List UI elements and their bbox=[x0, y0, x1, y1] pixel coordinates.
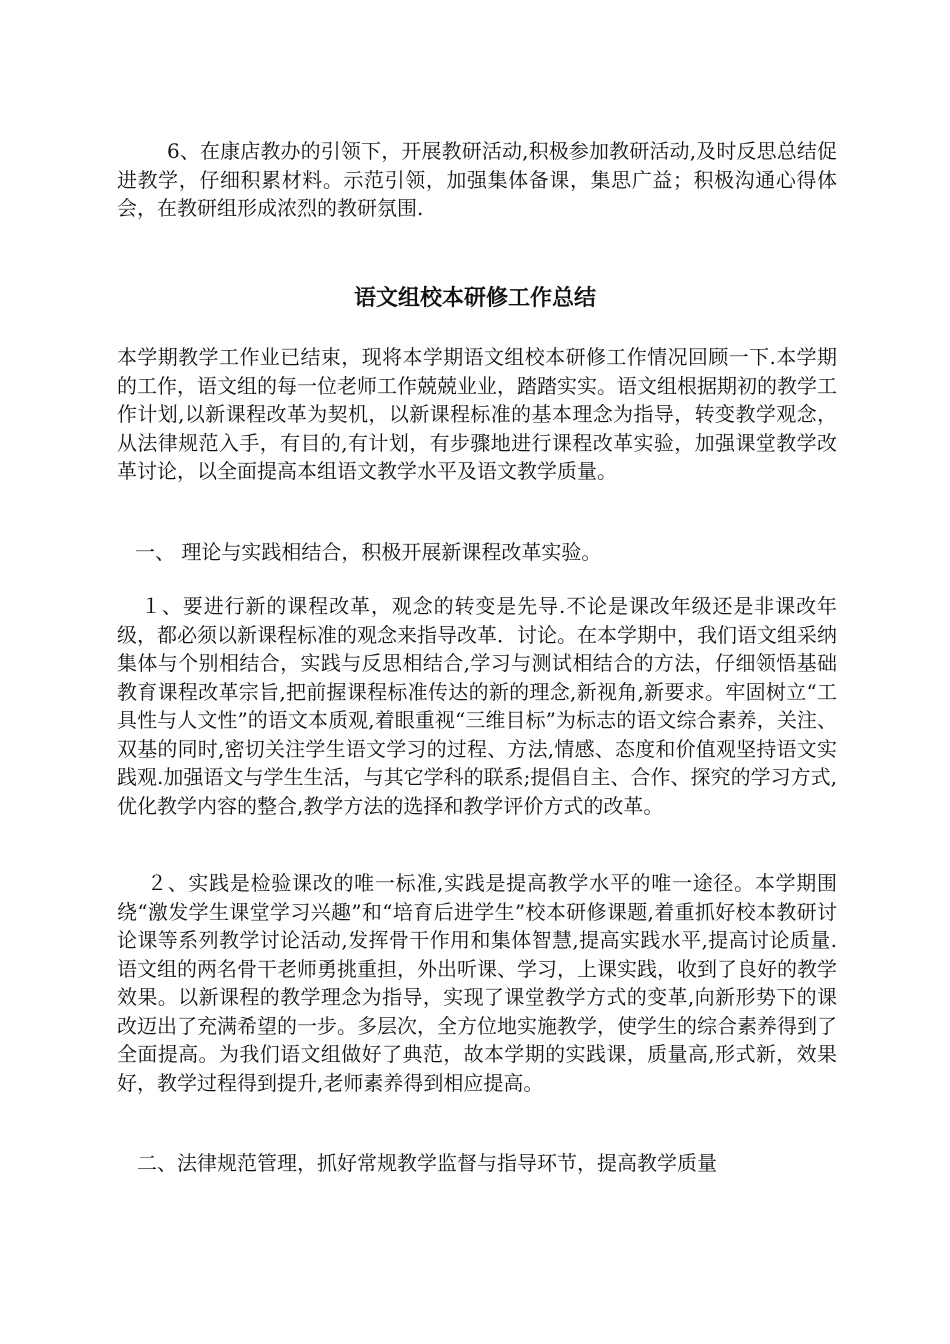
paragraph-point-1: １、要进行新的课程改革，观念的转变是先导.不论是课改年级还是非课改年级，都必须以新课程标准的观念来指导改革．讨论。在本学期中，我们语文组采纳集体与个别相结合，实践与反思相结合,学习与测试相结合的方法，仔细领悟基础教育课程改革宗旨,把前握课程标准传达的新的理念,新视角,新要求。牢固树立“工具性与人文性”的语文本质观,着眼重视“三维目标”为标志的语文综合素养，关注、双基的同时,密切关注学生语文学习的过程、方法,情感、态度和价值观坚持语文实践观.加强语文与学生生活，与其它学科的联系;提倡自主、合作、探究的学习方式,优化教学内容的整合,教学方法的选择和教学评价方式的改革。 bbox=[117, 594, 837, 818]
document-title: 语文组校本研修工作总结 bbox=[353, 286, 596, 311]
section-heading-1: 一、 理论与实践相结合，积极开展新课程改革实验。 bbox=[135, 540, 602, 564]
section-heading-2: 二、法律规范管理，抓好常规教学监督与指导环节，提高教学质量 bbox=[137, 1151, 717, 1175]
paragraph-item-6: 6、在康店教办的引领下，开展教研活动,积极参加教研活动,及时反思总结促进教学，仔细积累材料。示范引领，加强集体备课，集思广益；积极沟通心得体会，在教研组形成浓烈的教研氛围. bbox=[117, 139, 837, 220]
paragraph-intro: 本学期教学工作业已结束，现将本学期语文组校本研修工作情况回顾一下.本学期的工作，语文组的每一位老师工作兢兢业业，踏踏实实。语文组根据期初的教学工作计划,以新课程改革为契机，以新课程标准的基本理念为指导，转变教学观念，从法律规范入手，有目的,有计划，有步骤地进行课程改革实验，加强课堂教学改革讨论，以全面提高本组语文教学水平及语文教学质量。 bbox=[117, 345, 837, 483]
paragraph-point-2: ２、实践是检验课改的唯一标准,实践是提高教学水平的唯一途径。本学期围绕“激发学生课堂学习兴趣”和“培育后进学生”校本研修课题,着重抓好校本教研讨论课等系列教学讨论活动,发挥骨干作用和集体智慧,提高实践水平,提高讨论质量.语文组的两名骨干老师勇挑重担，外出听课、学习，上课实践，收到了良好的教学效果。以新课程的教学理念为指导，实现了课堂教学方式的变革,向新形势下的课改迈出了充满希望的一步。多层次，全方位地实施教学，使学生的综合素养得到了全面提高。为我们语文组做好了典范，故本学期的实践课，质量高,形式新，效果好，教学过程得到提升,老师素养得到相应提高。 bbox=[117, 871, 837, 1095]
